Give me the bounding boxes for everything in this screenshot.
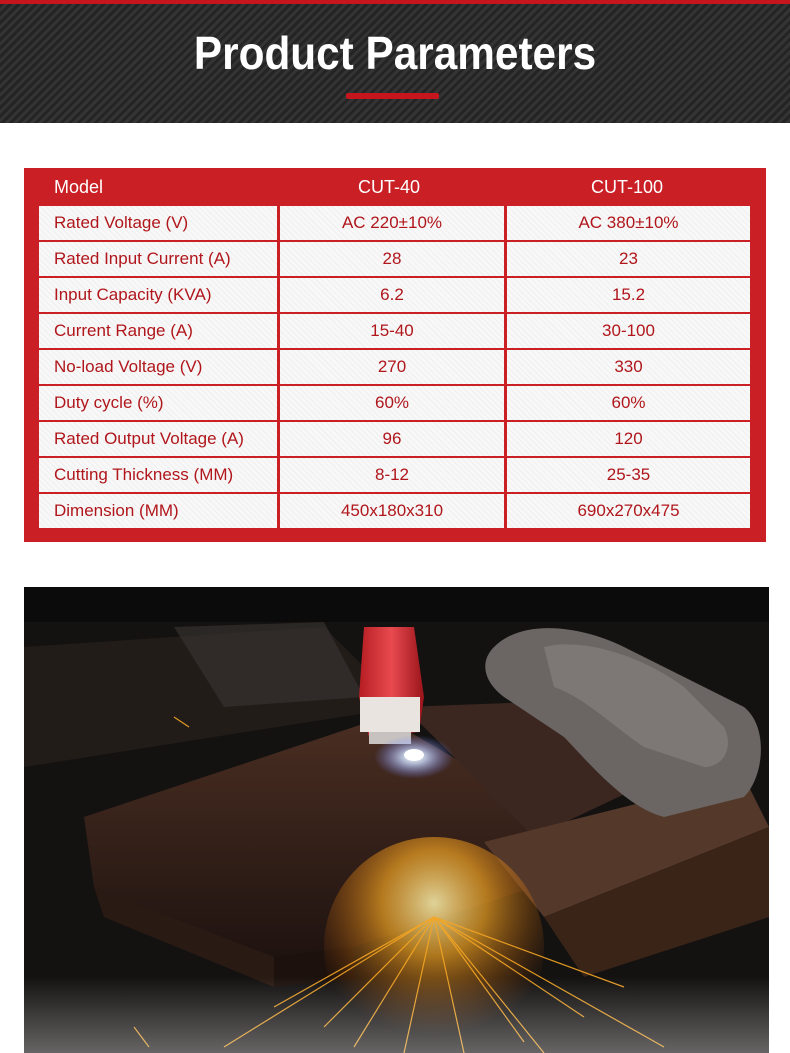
table-row (39, 458, 750, 492)
cut40-value: 15-40 (280, 314, 504, 348)
cut40-value: 8-12 (280, 458, 504, 492)
row-label: Rated Voltage (V) (39, 206, 277, 240)
table-row (39, 422, 750, 456)
table-row (39, 350, 750, 384)
row-label: Input Capacity (KVA) (39, 278, 277, 312)
cut100-value: 330 (507, 350, 750, 384)
cut40-value: 6.2 (280, 278, 504, 312)
plasma-cutting-photo (24, 587, 769, 1053)
column-header-model: Model (54, 177, 104, 197)
cut100-value: 60% (507, 386, 750, 420)
cut40-value: AC 220±10% (280, 206, 504, 240)
row-label: Rated Input Current (A) (39, 242, 277, 276)
row-label: Dimension (MM) (39, 494, 277, 528)
table-row (39, 278, 750, 312)
cut40-value: 96 (280, 422, 504, 456)
table-row (39, 494, 750, 528)
cut100-value: 690x270x475 (507, 494, 750, 528)
table-row (39, 206, 750, 240)
row-label: No-load Voltage (V) (39, 350, 277, 384)
page-header (0, 0, 790, 123)
row-label: Rated Output Voltage (A) (39, 422, 277, 456)
title-underline (346, 93, 439, 99)
cut40-value: 270 (280, 350, 504, 384)
cut100-value: 15.2 (507, 278, 750, 312)
column-header-cut100: CUT-100 (591, 177, 664, 197)
cut100-value: 25-35 (507, 458, 750, 492)
table-header-row (24, 168, 766, 206)
cut100-value: AC 380±10% (507, 206, 750, 240)
cut100-value: 23 (507, 242, 750, 276)
table-row (39, 242, 750, 276)
cut100-value: 30-100 (507, 314, 750, 348)
cut40-value: 450x180x310 (280, 494, 504, 528)
cut40-value: 60% (280, 386, 504, 420)
row-label: Current Range (A) (39, 314, 277, 348)
cut100-value: 120 (507, 422, 750, 456)
cut40-value: 28 (280, 242, 504, 276)
table-body (39, 206, 750, 530)
page-title: Product Parameters (193, 27, 597, 79)
row-label: Duty cycle (%) (39, 386, 277, 420)
table-row (39, 386, 750, 420)
table-row (39, 314, 750, 348)
column-header-cut40: CUT-40 (358, 177, 421, 197)
row-label: Cutting Thickness (MM) (39, 458, 277, 492)
parameters-table (24, 168, 766, 542)
